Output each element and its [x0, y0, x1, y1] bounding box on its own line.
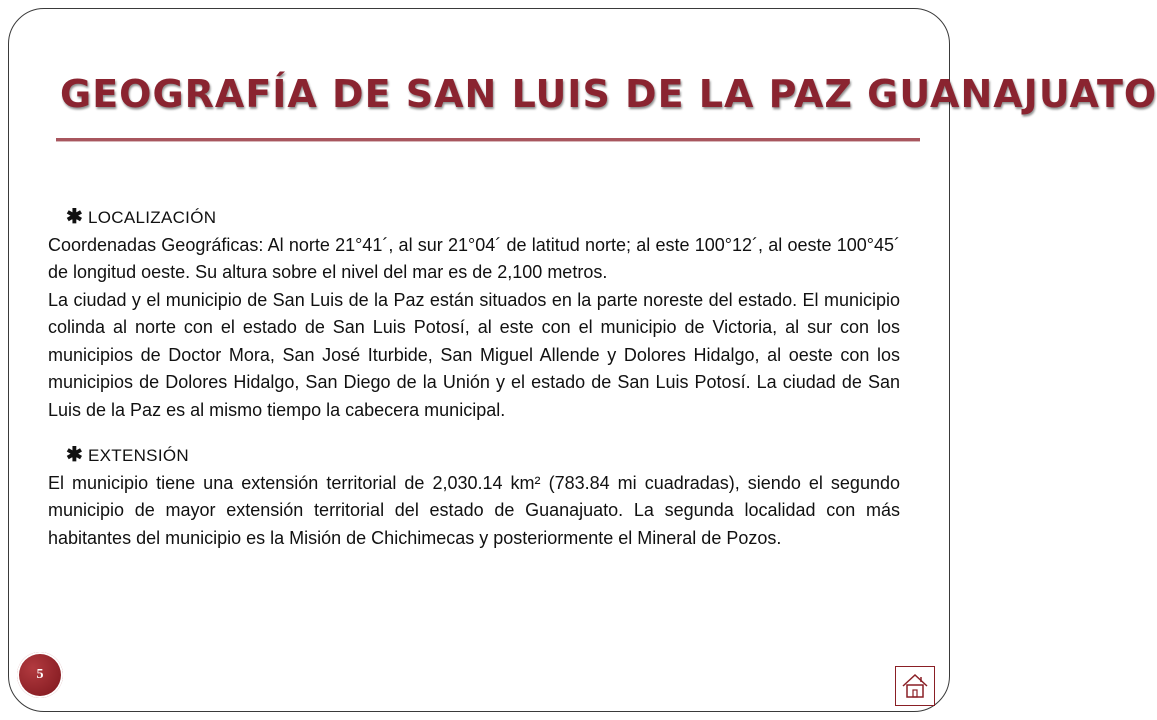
- paragraph-boundaries: La ciudad y el municipio de San Luis de la Paz están situados en la parte noreste del estado. El municipio colinda al norte con el estado de San Luis Potosí, al este con el municipio de Victoria, al sur con los municipios de Doctor Mora, San José Iturbide, San Miguel Allende y Dolores Hidalgo, al oeste con los municipios de Dolores Hidalgo, San Diego de la Unión y el estado de San Luis Potosí. La ciudad de San Luis de la Paz es al mismo tiempo la cabecera municipal.: [48, 289, 900, 420]
- slide-title: GEOGRAFÍA DE SAN LUIS DE LA PAZ GUANAJUATO: [60, 72, 1157, 116]
- asterisk-icon: ✱: [66, 444, 83, 466]
- home-icon: [900, 671, 930, 701]
- section-heading-localizacion: [48, 204, 900, 232]
- section-heading-extension: [48, 442, 900, 470]
- section-heading-label: EXTENSIÓN: [88, 446, 189, 465]
- slide-content: [48, 204, 900, 552]
- title-underline: [56, 138, 920, 142]
- asterisk-icon: ✱: [66, 206, 83, 228]
- paragraph-coordinates: Coordenadas Geográficas: Al norte 21°41´, al sur 21°04´ de latitud norte; al este 100°12´, al oeste 100°45´ de longitud oeste. Su altura sobre el nivel del mar es de 2,100 metros.: [48, 234, 900, 282]
- section-heading-label: LOCALIZACIÓN: [88, 208, 217, 227]
- paragraph-extension: El municipio tiene una extensión territorial de 2,030.14 km² (783.84 mi cuadradas), siendo el segundo municipio de mayor extensión territorial del estado de Guanajuato. La segunda localidad con más habitantes del municipio es la Misión de Chichimecas y posteriormente el Mineral de Pozos.: [48, 472, 900, 548]
- page-number-badge: 5: [17, 652, 63, 698]
- home-button[interactable]: [895, 666, 935, 706]
